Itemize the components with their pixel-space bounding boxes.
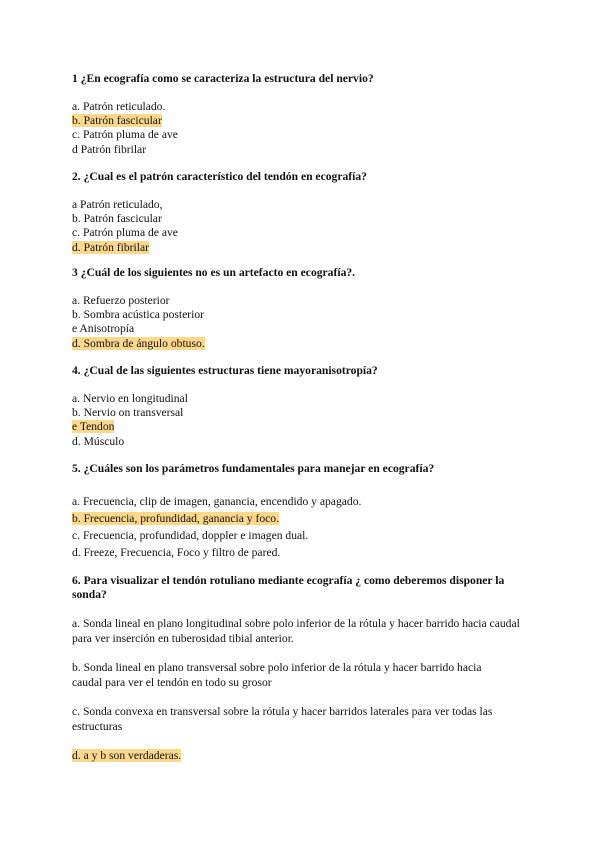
option-b: b. Sonda lineal en plano transversal sobre polo inferior de la rótula y hacer barrido hacia caudal para ver el tendón en todo su grosor [72, 661, 482, 689]
option-a: a. Refuerzo posterior [72, 294, 170, 307]
option-a: a. Nervio en longitudinal [72, 392, 188, 405]
option-a: a Patrón reticulado, [72, 198, 163, 211]
option-d: d. Músculo [72, 434, 125, 448]
question-title: 1 ¿En ecografía como se caracteriza la estructura del nervio? [72, 72, 374, 85]
option-c: c. Patrón pluma de ave [72, 226, 178, 240]
question-1 [72, 72, 532, 157]
option-d: d Patrón fibrilar [72, 142, 147, 156]
question-title: 5. ¿Cuáles son los parámetros fundamentales para manejar en ecografía? [72, 462, 435, 475]
question-title: 6. Para visualizar el tendón rotuliano mediante ecografía ¿ como deberemos disponer la sonda? [72, 574, 505, 601]
question-2 [72, 170, 532, 255]
option-d-highlighted: d. Patrón fibrilar [72, 240, 149, 254]
option-c: c. Patrón pluma de ave [72, 128, 178, 142]
question-title: 4. ¿Cual de las siguientes estructuras tiene mayoranisotropía? [72, 364, 378, 377]
option-b: b. Sombra acústica posterior [72, 308, 205, 322]
option-d-highlighted: d. a y b son verdaderas. [72, 749, 182, 762]
option-c: c. Sonda convexa en transversal sobre la rótula y hacer barridos laterales para ver todas las estructuras [72, 705, 493, 733]
question-5 [72, 462, 542, 561]
option-c: e Anisotropía [72, 322, 135, 336]
question-6 [72, 574, 534, 763]
question-3 [72, 266, 532, 351]
option-b: b. Nervio on transversal [72, 406, 184, 420]
option-c-highlighted: e Tendon [72, 420, 115, 434]
option-b: b. Patrón fascicular [72, 212, 162, 226]
option-d-highlighted: d. Sombra de ángulo obtuso. [72, 336, 205, 350]
question-4 [72, 364, 532, 449]
option-b-highlighted: b. Frecuencia, profundidad, ganancia y foco. [72, 512, 279, 525]
option-a: a. Sonda lineal en plano longitudinal sobre polo inferior de la rótula y hacer barrido hacia caudal para ver inserción en tuberosidad tibial anterior. [72, 617, 520, 645]
option-a: a. Patrón reticulado. [72, 100, 166, 113]
option-d: d. Freeze, Frecuencia, Foco y filtro de pared. [72, 546, 281, 559]
option-c: c. Frecuencia, profundidad, doppler e imagen dual. [72, 529, 309, 542]
question-title: 2. ¿Cual es el patrón característico del tendón en ecografía? [72, 170, 367, 183]
question-title: 3 ¿Cuál de los siguientes no es un artefacto en ecografía?. [72, 266, 356, 279]
option-a: a. Frecuencia, clip de imagen, ganancia, encendido y apagado. [72, 495, 362, 508]
option-b-highlighted: b. Patrón fascicular [72, 114, 162, 128]
